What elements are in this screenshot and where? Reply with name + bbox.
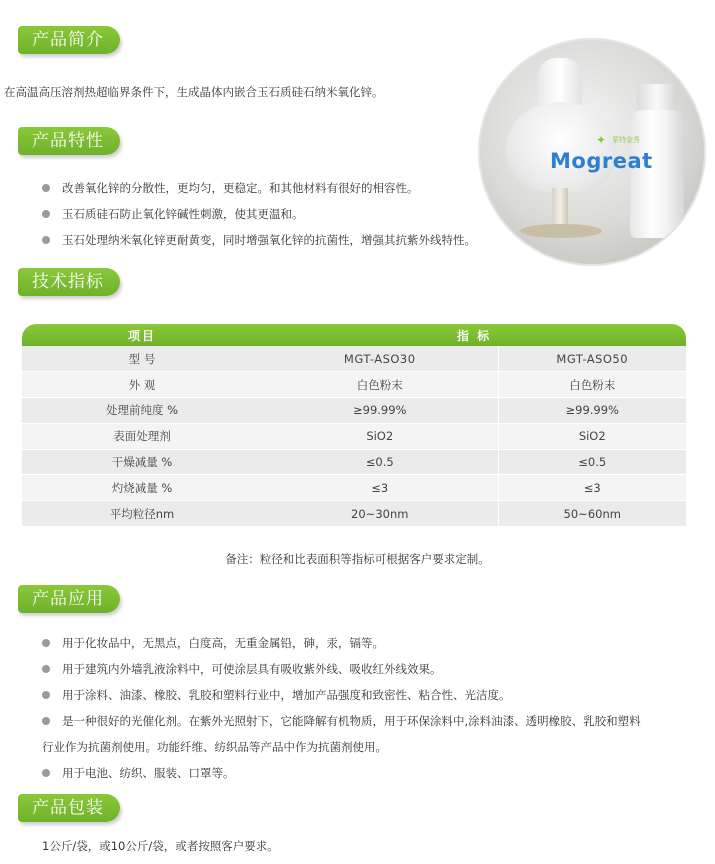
- bullet-dot-icon: [42, 665, 50, 673]
- bullet-dot-icon: [42, 717, 50, 725]
- row-value-a: MGT-ASO30: [262, 346, 498, 372]
- row-value-a: 白色粉末: [262, 372, 498, 398]
- header-index: 指 标: [262, 324, 686, 346]
- section-tab-packaging: 产品包装: [18, 794, 120, 822]
- row-label: 灼烧减量 %: [22, 475, 262, 501]
- bullet-dot-icon: [42, 691, 50, 699]
- logo-cn-text: 蒙特金秀: [612, 136, 640, 144]
- section-tab-intro: 产品简介: [18, 26, 120, 54]
- header-item: 项目: [22, 324, 262, 346]
- row-label: 平均粒径nm: [22, 501, 262, 527]
- row-value-a: 20~30nm: [262, 501, 498, 527]
- row-value-a: ≤3: [262, 475, 498, 501]
- intro-text: 在高温高压溶剂热超临界条件下，生成晶体内嵌合玉石质硅石纳米氧化锌。: [4, 85, 384, 99]
- features-list: [42, 175, 476, 253]
- brand-logo: [550, 135, 670, 175]
- table-row: [22, 398, 686, 424]
- logo-brand-text: Mogreat: [550, 149, 653, 173]
- table-row: [22, 475, 686, 501]
- applications-list: [42, 630, 641, 786]
- row-label: 干燥减量 %: [22, 449, 262, 475]
- list-item: 用于建筑内外墙乳液涂料中，可使涂层具有吸收紫外线、吸收红外线效果。: [42, 656, 641, 682]
- bullet-dot-icon: [42, 184, 50, 192]
- table-header-row: [22, 324, 686, 346]
- table-row: [22, 501, 686, 527]
- list-item: 用于电池、纺织、服装、口罩等。: [42, 760, 641, 786]
- bullet-dot-icon: [42, 210, 50, 218]
- row-value-b: 50~60nm: [498, 501, 686, 527]
- bullet-dot-icon: [42, 769, 50, 777]
- product-photo: [478, 38, 706, 266]
- specs-note: 备注：粒径和比表面积等指标可根据客户要求定制。: [225, 552, 490, 566]
- list-item: 是一种很好的光催化剂。在紫外光照射下，它能降解有机物质，用于环保涂料中,涂料油漆、透明橡胶、乳胶和塑料: [42, 708, 641, 734]
- row-value-b: ≤0.5: [498, 449, 686, 475]
- logo-leaf-icon: ✦: [596, 133, 607, 147]
- section-tab-applications: 产品应用: [18, 585, 120, 613]
- list-item: 用于化妆品中，无黑点，白度高，无重金属铅，砷，汞，镉等。: [42, 630, 641, 656]
- bullet-dot-icon: [42, 639, 50, 647]
- list-item: 改善氧化锌的分散性，更均匀，更稳定。和其他材料有很好的相容性。: [42, 175, 476, 201]
- section-tab-features: 产品特性: [18, 127, 120, 155]
- row-value-b: ≥99.99%: [498, 398, 686, 424]
- row-label: 表面处理剂: [22, 423, 262, 449]
- row-value-b: SiO2: [498, 423, 686, 449]
- row-value-b: ≤3: [498, 475, 686, 501]
- section-tab-specs: 技术指标: [18, 268, 120, 296]
- row-label: 处理前纯度 %: [22, 398, 262, 424]
- table-row: [22, 346, 686, 372]
- table-row: [22, 372, 686, 398]
- table-row: [22, 449, 686, 475]
- table-row: [22, 423, 686, 449]
- row-value-b: 白色粉末: [498, 372, 686, 398]
- spec-table: [22, 324, 686, 527]
- list-item: 玉石处理纳米氧化锌更耐黄变，同时增强氧化锌的抗菌性，增强其抗紫外线特性。: [42, 227, 476, 253]
- flask-base: [520, 224, 602, 238]
- list-item: 玉石质硅石防止氧化锌碱性刺激，使其更温和。: [42, 201, 476, 227]
- row-label: 型 号: [22, 346, 262, 372]
- row-value-a: ≤0.5: [262, 449, 498, 475]
- row-value-a: ≥99.99%: [262, 398, 498, 424]
- bullet-dot-icon: [42, 236, 50, 244]
- list-item-continued: 行业作为抗菌剂使用。功能纤维、纺织品等产品中作为抗菌剂使用。: [42, 740, 387, 754]
- row-value-a: SiO2: [262, 423, 498, 449]
- row-value-b: MGT-ASO50: [498, 346, 686, 372]
- list-item: 用于涂料、油漆、橡胶、乳胶和塑料行业中，增加产品强度和致密性、粘合性、光洁度。: [42, 682, 641, 708]
- row-label: 外 观: [22, 372, 262, 398]
- packaging-text: 1公斤/袋，或10公斤/袋，或者按照客户要求。: [42, 839, 279, 853]
- flask-stem: [552, 188, 568, 228]
